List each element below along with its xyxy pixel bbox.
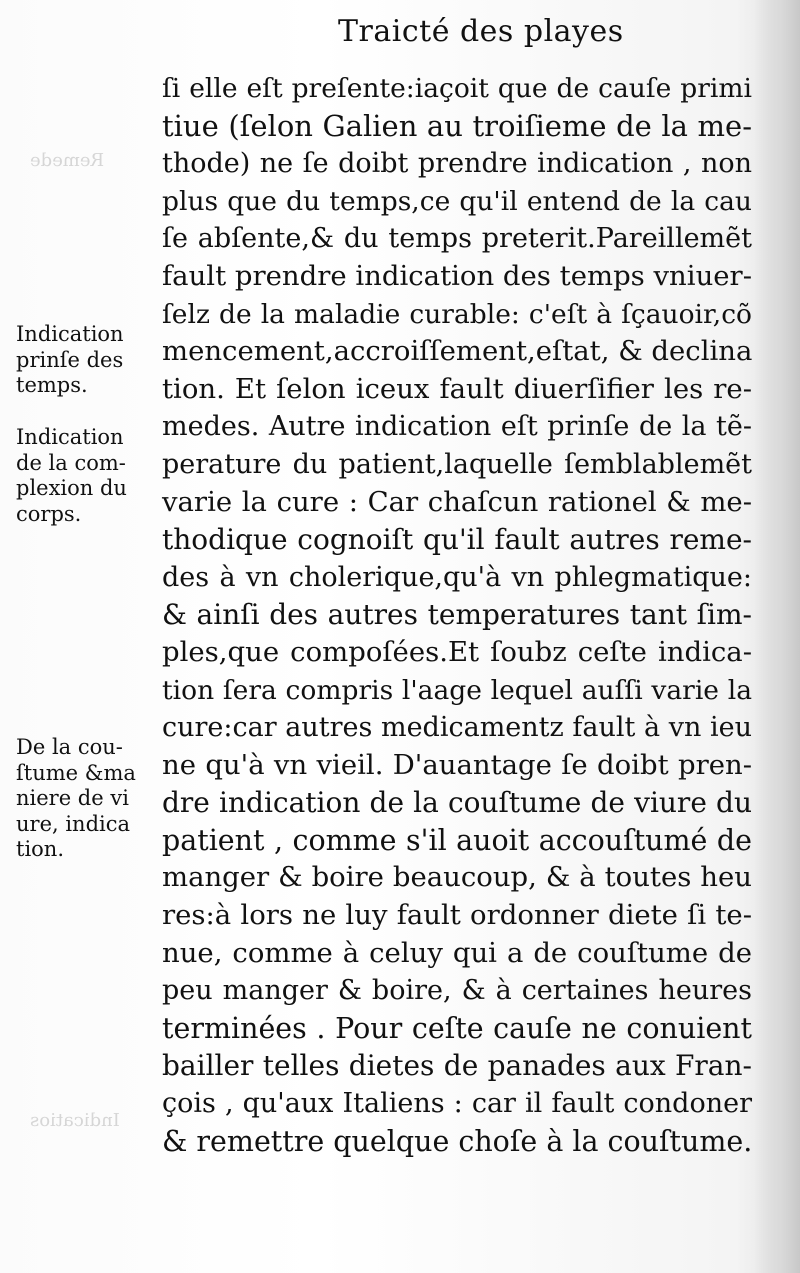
- body-line: peu manger & boire, & à certaines heures: [162, 975, 752, 1007]
- body-line: cure:car autres medicamentz fault à vn ieu: [162, 712, 752, 744]
- show-through-text: Remede: [30, 150, 105, 171]
- marginal-note-custom: [16, 735, 154, 863]
- body-text: [162, 70, 752, 1160]
- body-line: ſelz de la maladie curable: c'eſt à ſçauoir,cõ: [162, 298, 752, 330]
- marginal-note-line: ſtume &ma: [16, 760, 136, 785]
- marginal-note-time: [16, 322, 154, 399]
- body-line: patient , comme s'il auoit accouſtumé de: [162, 823, 752, 857]
- body-line: perature du patient,laquelle ſemblablemẽt: [162, 448, 752, 480]
- marginal-note-line: niere de vi: [16, 786, 129, 810]
- body-line: nue, comme à celuy qui a de couſtume de: [162, 936, 752, 969]
- body-line: tion ſera compris l'aage lequel auſſi varie la: [162, 674, 752, 706]
- marginal-note-line: tion.: [16, 837, 64, 861]
- body-line: tiue (ſelon Galien au troiſieme de la me-: [162, 108, 752, 143]
- body-line: ne qu'à vn vieil. D'auantage ſe doibt pren-: [162, 748, 752, 781]
- marginal-note-line: ure, indica: [16, 811, 131, 836]
- body-line: ſe abſente,& du temps preterit.Pareillemẽt: [162, 223, 752, 255]
- body-line: medes. Autre indication eſt prinſe de la tẽ-: [162, 411, 752, 443]
- marginal-note-line: de la com-: [16, 450, 126, 475]
- body-line: çois , qu'aux Italiens : car il fault condoner: [162, 1088, 752, 1120]
- body-line: ſi elle eſt preſente:iaçoit que de cauſe primi: [162, 73, 752, 104]
- body-line: ples,que compoſées.Et ſoubz ceſte indica-: [162, 635, 752, 668]
- show-through-text: Indicatios: [30, 1110, 120, 1131]
- body-line: manger & boire beaucoup, & à toutes heu: [162, 861, 752, 894]
- body-line: thodique cognoiſt qu'il fault autres reme-: [162, 523, 752, 557]
- body-line: thode) ne ſe doibt prendre indication , non: [162, 148, 752, 180]
- marginal-note-line: De la cou-: [16, 735, 123, 759]
- body-line: des à vn cholerique,qu'à vn phlegmatique:: [162, 561, 752, 593]
- body-line: varie la cure : Car chaſcun rationel & me-: [162, 485, 752, 518]
- marginal-note-line: Indication: [16, 425, 124, 449]
- body-line: bailler telles dietes de panades aux Fran-: [162, 1049, 752, 1083]
- body-line: fault prendre indication des temps vniuer-: [162, 259, 752, 292]
- body-line: dre indication de la couſtume de viure du: [162, 786, 752, 820]
- body-line: res:à lors ne luy fault ordonner diete ſi te-: [162, 899, 752, 932]
- marginal-note-line: plexion du: [16, 476, 127, 500]
- marginal-note-complexion: [16, 425, 154, 527]
- marginal-note-line: Indication: [16, 322, 124, 346]
- body-line: terminées . Pour ceſte cauſe ne conuient: [162, 1011, 752, 1045]
- body-line: tion. Et ſelon iceux fault diuerſifier les re-: [162, 372, 752, 405]
- body-line: mencement,accroiſſement,eſtat, & declina: [162, 335, 753, 368]
- body-line: & ainſi des autres temperatures tant ſim-: [162, 598, 752, 632]
- body-line: plus que du temps,ce qu'il entend de la cau: [162, 185, 752, 217]
- marginal-note-line: corps.: [16, 501, 82, 526]
- page-gutter-shadow: [754, 0, 800, 1273]
- marginal-note-line: prinſe des: [16, 347, 124, 372]
- body-line: & remettre quelque choſe à la couſtume.: [162, 1124, 753, 1158]
- running-title: Traicté des playes: [338, 14, 624, 49]
- marginal-note-line: temps.: [16, 373, 88, 397]
